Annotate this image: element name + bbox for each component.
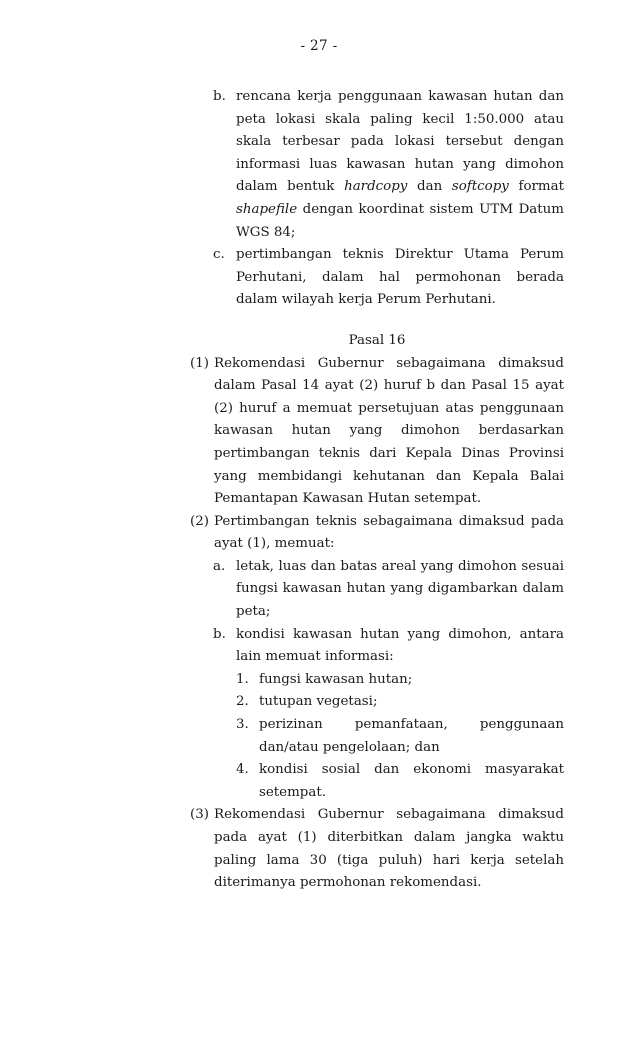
list-item-a — [190, 556, 564, 624]
page-number: - 27 - — [300, 38, 338, 54]
list-item-c — [190, 244, 564, 312]
sub-item-1 — [190, 669, 564, 692]
list-item-text: pertimbangan teknis Direktur Utama Perum Perhutani, dalam hal permohonan berada dalam wilayah kerja Perum Perhutani. — [236, 247, 564, 308]
paragraph-text: Pertimbangan teknis sebagaimana dimaksud pada ayat (1), memuat: — [214, 513, 564, 552]
list-item-b — [190, 624, 564, 669]
sub-item-label: 4. — [236, 762, 249, 778]
list-item-label: b. — [213, 626, 226, 642]
list-item-text: rencana kerja penggunaan kawasan hutan dan peta lokasi skala paling kecil 1:50.000 atau skala terbesar pada lokasi tersebut dengan informasi luas kawasan hutan yang dimohon dalam bentuk hardcopy dan softcopy format shapefile dengan koordinat sistem UTM Datum WGS 84; — [236, 89, 564, 240]
sub-item-text: kondisi sosial dan ekonomi masyarakat setempat. — [259, 762, 564, 800]
section-heading: Pasal 16 — [348, 332, 406, 348]
list-item-text: letak, luas dan batas areal yang dimohon sesuai fungsi kawasan hutan yang digambarkan dalam peta; — [236, 558, 564, 620]
sub-item-label: 1. — [236, 671, 249, 687]
sub-item-3 — [190, 714, 564, 759]
sub-item-2 — [190, 691, 564, 714]
sub-item-label: 3. — [236, 717, 249, 733]
paragraph-1 — [190, 353, 564, 511]
list-item-label: b. — [213, 89, 226, 104]
paragraph-text: Rekomendasi Gubernur sebagaimana dimaksud pada ayat (1) diterbitkan dalam jangka waktu paling lama 30 (tiga puluh) hari kerja setelah diterimanya permohonan rekomendasi. — [214, 807, 564, 891]
list-item-label: c. — [213, 247, 225, 263]
page-content — [190, 86, 564, 895]
sub-item-4 — [190, 759, 564, 804]
paragraph-label: (3) — [190, 807, 209, 823]
paragraph-2 — [190, 511, 564, 556]
list-item-label: a. — [213, 558, 226, 574]
paragraph-3 — [190, 804, 564, 894]
sub-item-text: tutupan vegetasi; — [259, 694, 378, 710]
list-item-text: kondisi kawasan hutan yang dimohon, antara lain memuat informasi: — [236, 626, 564, 665]
sub-item-text: fungsi kawasan hutan; — [259, 671, 413, 687]
paragraph-text: Rekomendasi Gubernur sebagaimana dimaksud dalam Pasal 14 ayat (2) huruf b dan Pasal 15 ayat (2) huruf a memuat persetujuan atas penggunaan kawasan hutan yang dimohon berdasarkan pertimbangan teknis dari Kepala Dinas Provinsi yang membidangi kehutanan dan Kepala Balai Pemantapan Kawasan Hutan setempat. — [214, 355, 564, 507]
paragraph-label: (1) — [190, 355, 209, 371]
list-item-b — [190, 86, 564, 244]
sub-item-label: 2. — [236, 694, 249, 710]
sub-item-text: perizinan pemanfataan, penggunaan dan/atau pengelolaan; dan — [259, 717, 564, 755]
paragraph-label: (2) — [190, 513, 209, 529]
